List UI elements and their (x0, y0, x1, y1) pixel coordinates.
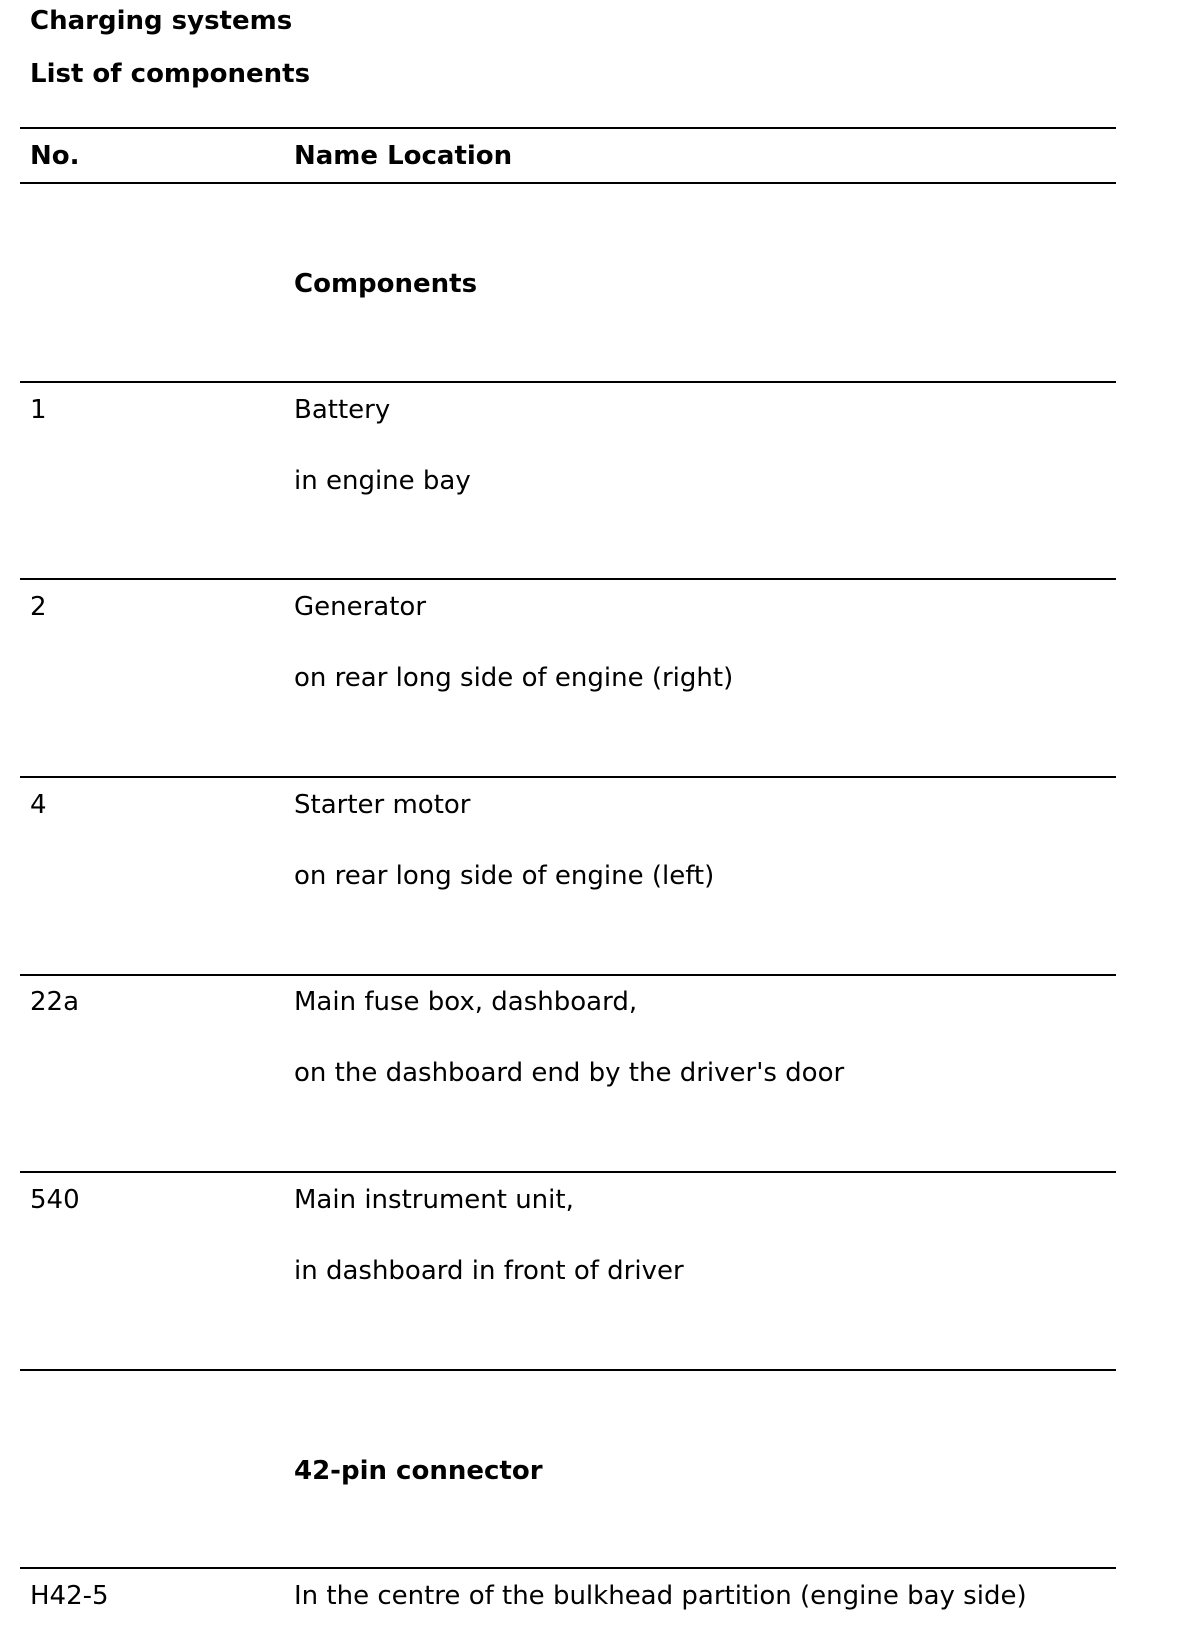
row-divider (20, 381, 1116, 383)
row-location: in dashboard in front of driver (294, 1256, 684, 1286)
row-name: Generator (294, 592, 427, 622)
document-subtitle: List of components (30, 59, 311, 89)
row-divider (20, 1567, 1116, 1569)
row-name: Main instrument unit, (294, 1185, 574, 1215)
header-bottom-rule (20, 182, 1116, 184)
row-divider (20, 1171, 1116, 1173)
row-number: 1 (30, 395, 47, 425)
row-number: H42-5 (30, 1581, 109, 1611)
row-name: Main fuse box, dashboard, (294, 987, 638, 1017)
row-number: 540 (30, 1185, 80, 1215)
row-divider (20, 578, 1116, 580)
row-number: 22a (30, 987, 80, 1017)
row-divider (20, 1369, 1116, 1371)
row-divider (20, 776, 1116, 778)
row-location: on rear long side of engine (left) (294, 861, 715, 891)
row-location: in engine bay (294, 466, 471, 496)
document-title: Charging systems (30, 6, 293, 36)
header-name-location: Name Location (294, 141, 513, 171)
row-location: on rear long side of engine (right) (294, 663, 734, 693)
row-number: 2 (30, 592, 47, 622)
row-divider (20, 974, 1116, 976)
header-no: No. (30, 141, 80, 171)
table-top-rule (20, 127, 1116, 129)
row-name: In the centre of the bulkhead partition (engine bay side) (294, 1581, 1027, 1611)
row-location: on the dashboard end by the driver's door (294, 1058, 845, 1088)
row-number: 4 (30, 790, 47, 820)
section-heading-42-pin-connector: 42-pin connector (294, 1456, 543, 1486)
section-heading-components: Components (294, 269, 478, 299)
row-name: Starter motor (294, 790, 471, 820)
row-name: Battery (294, 395, 391, 425)
